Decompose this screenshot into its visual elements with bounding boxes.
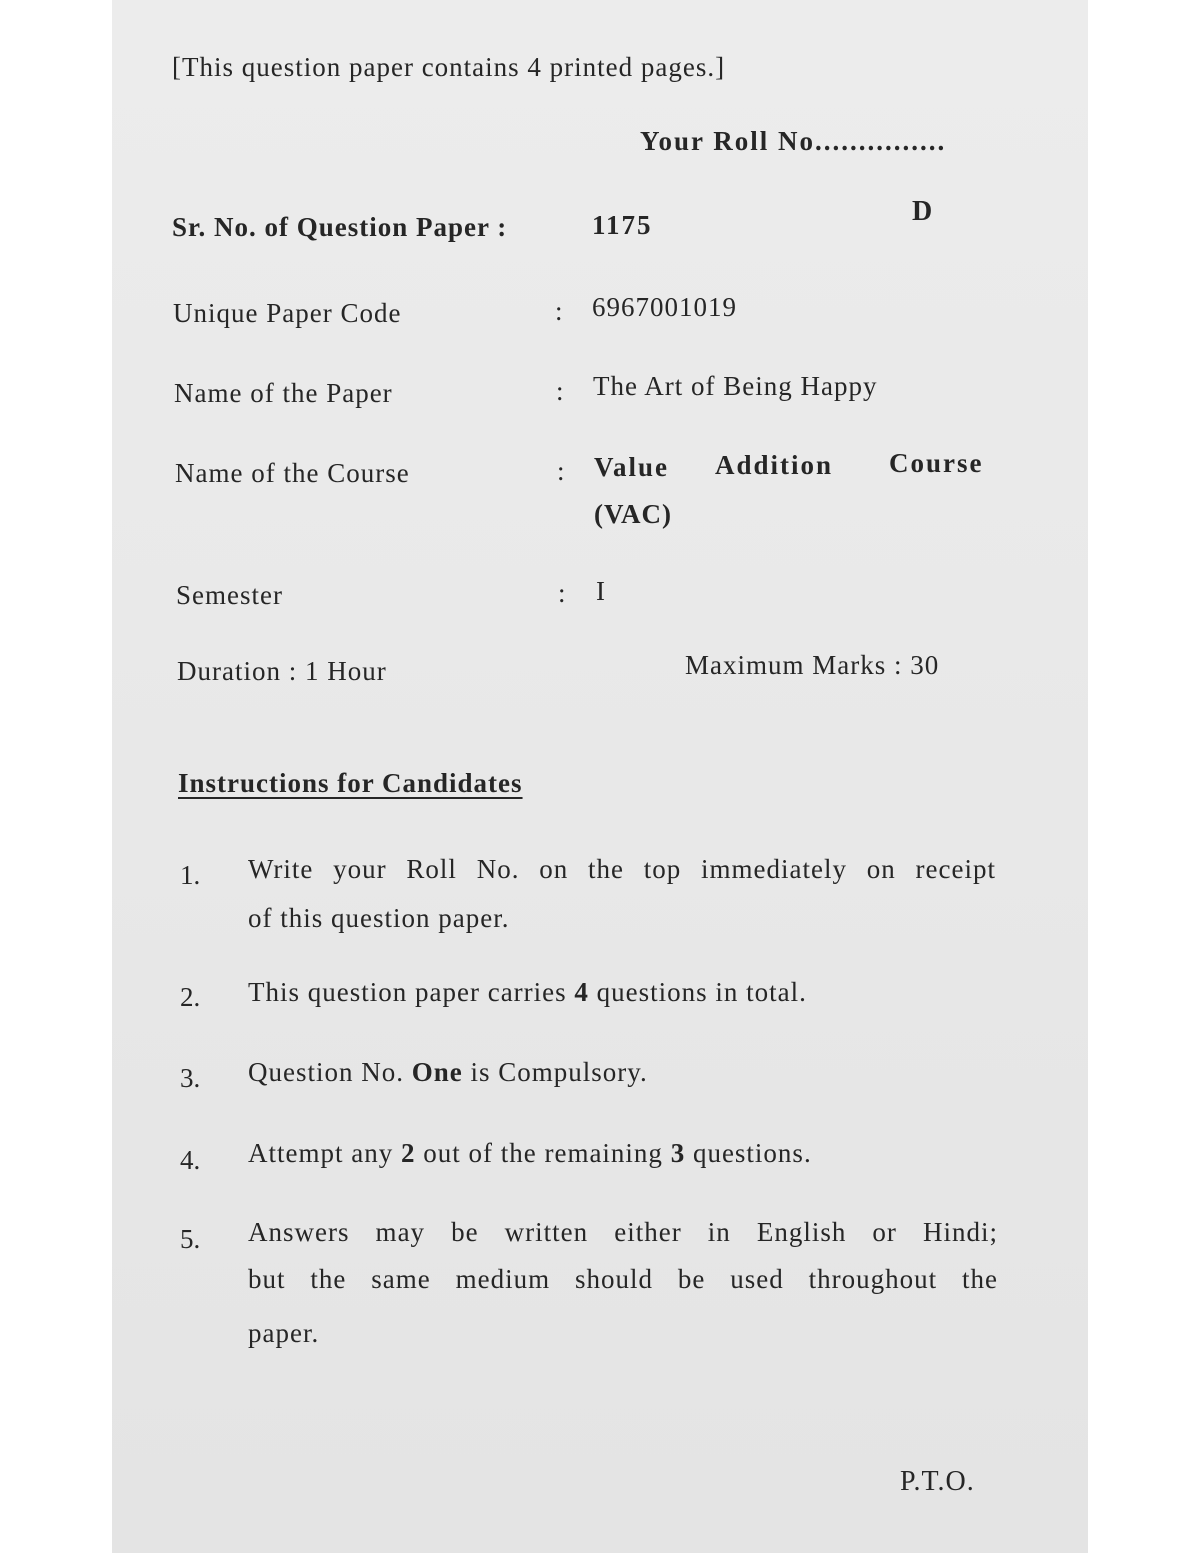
- instruction-1-line1: Write your Roll No. on the top immediately on receipt: [248, 854, 996, 884]
- course-name-label: Name of the Course: [175, 458, 410, 488]
- set-letter: D: [912, 196, 933, 227]
- sr-no-label: Sr. No. of Question Paper :: [172, 212, 508, 242]
- course-word-2: Addition: [715, 450, 834, 480]
- colon: :: [557, 456, 565, 486]
- colon: :: [556, 376, 564, 406]
- instructions-heading: Instructions for Candidates: [178, 768, 523, 798]
- question-paper-page: [112, 0, 1088, 1553]
- course-name-value-line2: (VAC): [594, 499, 672, 529]
- maximum-marks: Maximum Marks : 30: [685, 650, 940, 680]
- roll-number-field: Your Roll No...............: [640, 126, 947, 156]
- instruction-5-line2: but the same medium should be used throughout the: [248, 1264, 998, 1294]
- instruction-4: Attempt any 2 out of the remaining 3 questions.: [248, 1138, 812, 1168]
- instruction-number: 2.: [180, 982, 201, 1012]
- course-word-3: Course: [889, 448, 984, 478]
- instruction-number: 5.: [180, 1224, 201, 1254]
- pages-note: [This question paper contains 4 printed pages.]: [172, 52, 726, 82]
- colon: :: [558, 578, 566, 608]
- instruction-5-line3: paper.: [248, 1318, 320, 1348]
- semester-value: I: [596, 576, 606, 606]
- paper-name-label: Name of the Paper: [174, 378, 393, 408]
- unique-paper-code-label: Unique Paper Code: [173, 298, 402, 328]
- instruction-3: Question No. One is Compulsory.: [248, 1057, 648, 1087]
- paper-name-value: The Art of Being Happy: [593, 371, 878, 401]
- colon: :: [555, 296, 563, 326]
- instruction-1-line2: of this question paper.: [248, 903, 510, 933]
- pto-label: P.T.O.: [900, 1466, 975, 1497]
- sr-no-value: 1175: [592, 210, 653, 240]
- instruction-number: 1.: [180, 860, 201, 890]
- instruction-number: 3.: [180, 1063, 201, 1093]
- instruction-2: This question paper carries 4 questions in total.: [248, 977, 807, 1007]
- duration: Duration : 1 Hour: [177, 656, 387, 686]
- semester-label: Semester: [176, 580, 283, 610]
- instruction-number: 4.: [180, 1145, 201, 1175]
- instruction-5-line1: Answers may be written either in English or Hindi;: [248, 1217, 998, 1247]
- course-word-1: Value: [594, 452, 670, 482]
- unique-paper-code-value: 6967001019: [592, 292, 737, 322]
